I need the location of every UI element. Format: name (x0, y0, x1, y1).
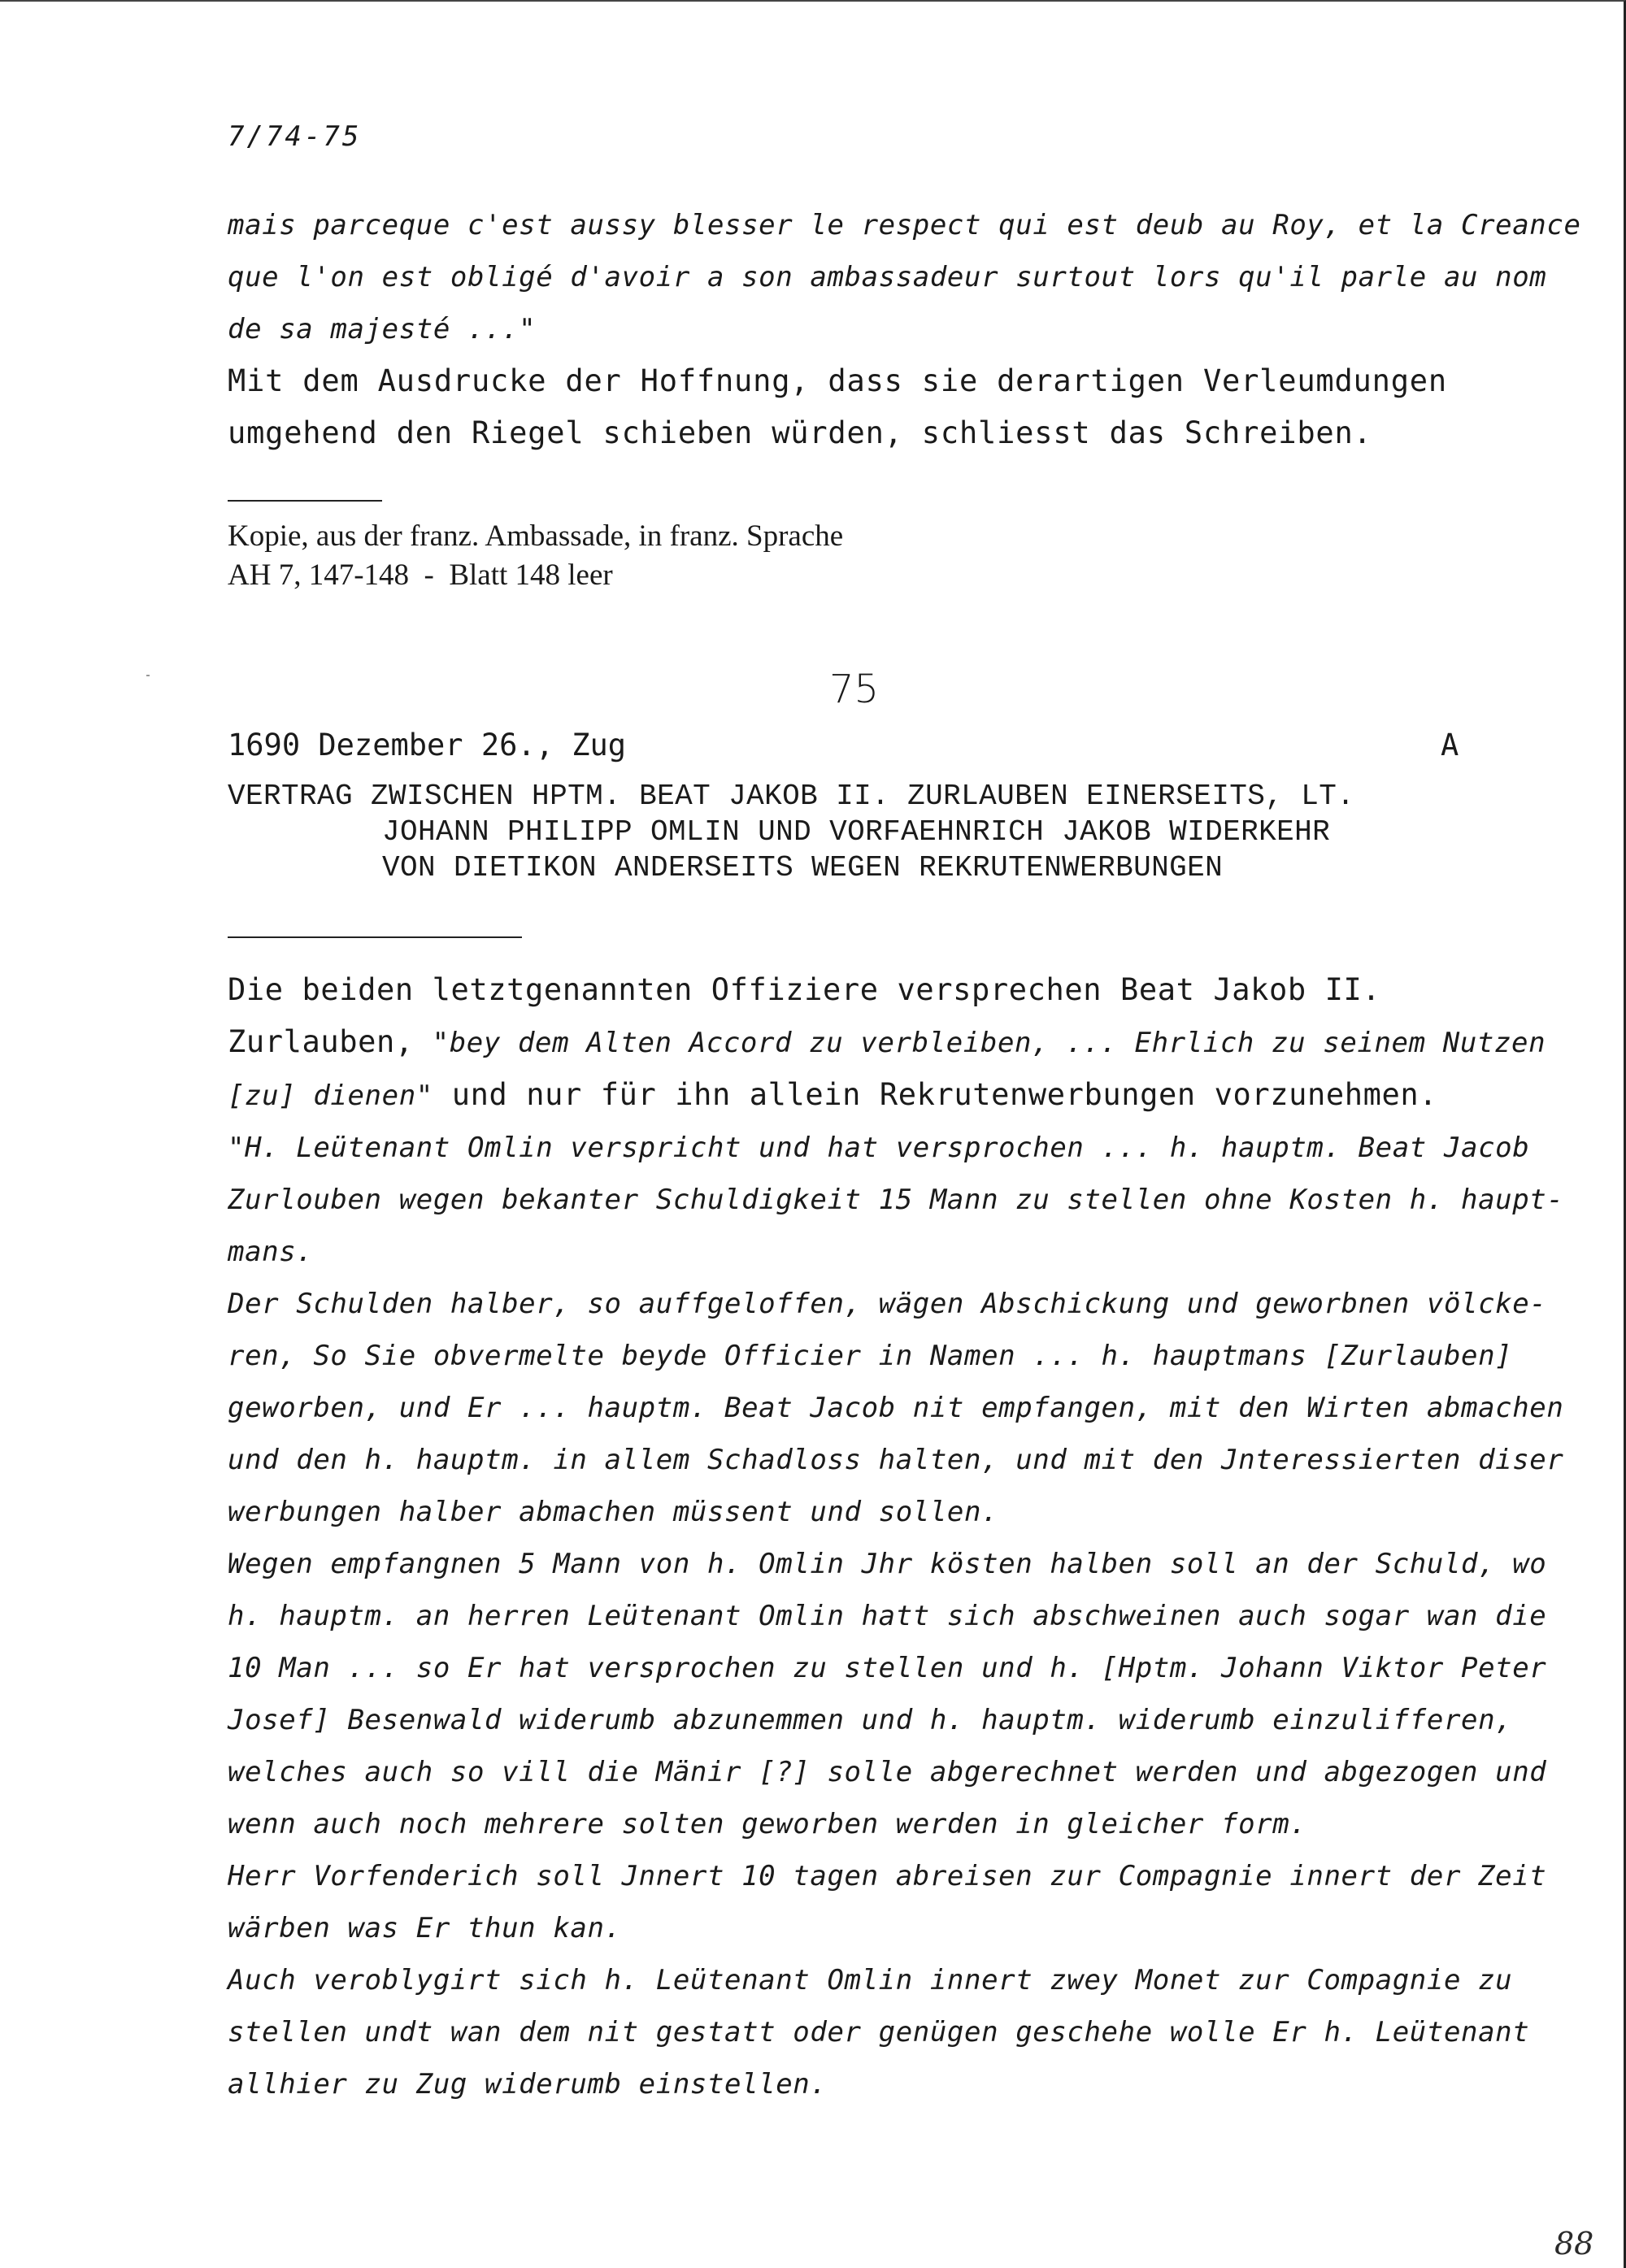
quote-line: wenn auch noch mehrere solten geworben werden in gleicher form. (228, 1808, 1307, 1840)
source-note (228, 517, 843, 595)
heading-line: VERTRAG ZWISCHEN HPTM. BEAT JAKOB II. ZURLAUBEN EINERSEITS, LT. (228, 780, 1355, 813)
previous-document-ending (228, 199, 1581, 459)
quote-line: h. hauptm. an herren Leütenant Omlin hatt sich abschweinen auch sogar wan die (228, 1600, 1547, 1632)
quote-line: mans. (228, 1236, 314, 1268)
quote-line: Der Schulden halber, so auffgeloffen, wägen Abschickung und geworbnen völcke- (228, 1288, 1547, 1320)
quote-line: stellen undt wan dem nit gestatt oder genügen geschehe wolle Er h. Leütenant (228, 2016, 1530, 2049)
quote-line: Herr Vorfenderich soll Jnnert 10 tagen abreisen zur Compagnie innert der Zeit (228, 1860, 1547, 1892)
quote-line: de sa majesté ..." (228, 313, 537, 345)
scan-speck (146, 675, 150, 676)
quote-line: mais parceque c'est aussy blesser le respect qui est deub au Roy, et la Creance (228, 209, 1581, 241)
body-text: Die beiden letztgenannten Offiziere versprechen Beat Jakob II. (228, 972, 1381, 1007)
quote-line: welches auch so vill die Mänir [?] solle abgerechnet werden und abgezogen und (228, 1756, 1547, 1788)
document-heading (228, 779, 1354, 886)
quote-line: und den h. hauptm. in allem Schadloss halten, und mit den Jnteressierten diser (228, 1444, 1564, 1476)
quote-line: wärben was Er thun kan. (228, 1912, 622, 1944)
summary-line: Mit dem Ausdrucke der Hoffnung, dass sie derartigen Verleumdungen (228, 363, 1447, 398)
quote-line: Josef] Besenwald widerumb abzunemmen und h. hauptm. widerumb einzulifferen, (228, 1704, 1513, 1736)
handwritten-page-mark: 88 (1554, 2226, 1594, 2261)
quote-line: Wegen empfangnen 5 Mann von h. Omlin Jhr kösten halben soll an der Schuld, wo (228, 1548, 1547, 1580)
document-body (228, 964, 1564, 2110)
quote-line: geworben, und Er ... hauptm. Beat Jacob nit empfangen, mit den Wirten abmachen (228, 1392, 1564, 1424)
heading-line: JOHANN PHILIPP OMLIN UND VORFAEHNRICH JAKOB WIDERKEHR (382, 815, 1331, 849)
source-line-2: AH 7, 147-148 - Blatt 148 leer (228, 558, 613, 592)
quoted-text: [zu] dienen" (228, 1080, 433, 1112)
summary-line: umgehend den Riegel schieben würden, schliesst das Schreiben. (228, 415, 1372, 450)
quote-line: Auch veroblygirt sich h. Leütenant Omlin innert zwey Monet zur Compagnie zu (228, 1964, 1513, 1996)
quote-line: Zurlouben wegen bekanter Schuldigkeit 15 Mann zu stellen ohne Kosten h. haupt- (228, 1184, 1564, 1216)
body-text: Zurlauben, (228, 1024, 433, 1059)
body-line (228, 1016, 1546, 1069)
source-separator-rule (228, 500, 382, 502)
quote-line: werbungen halber abmachen müssent und sollen. (228, 1496, 999, 1528)
date-place: 1690 Dezember 26., Zug (228, 728, 627, 763)
page-reference: 7/74-75 (228, 120, 362, 153)
body-text: und nur für ihn allein Rekrutenwerbungen vorzunehmen. (433, 1077, 1438, 1112)
quote-line: ren, So Sie obvermelte beyde Officier in Namen ... h. hauptmans [Zurlauben] (228, 1340, 1513, 1372)
quote-line: que l'on est obligé d'avoir a son ambassadeur surtout lors qu'il parle au nom (228, 261, 1547, 293)
quote-line: allhier zu Zug widerumb einstellen. (228, 2068, 828, 2101)
source-line-1: Kopie, aus der franz. Ambassade, in franz. Sprache (228, 519, 844, 553)
quote-line: "H. Leütenant Omlin verspricht und hat versprochen ... h. hauptm. Beat Jacob (228, 1132, 1530, 1164)
body-line (228, 964, 1512, 1016)
heading-separator-rule (228, 936, 522, 938)
document-grade: A (1441, 728, 1459, 763)
body-line (228, 1069, 1512, 1122)
heading-line: VON DIETIKON ANDERSEITS WEGEN REKRUTENWERBUNGEN (382, 851, 1224, 884)
quote-line: 10 Man ... so Er hat versprochen zu stellen und h. [Hptm. Johann Viktor Peter (228, 1652, 1547, 1684)
document-number: 75 (829, 667, 880, 712)
quoted-text: "bey dem Alten Accord zu verbleiben, ... Ehrlich zu seinem Nutzen (432, 1027, 1546, 1059)
